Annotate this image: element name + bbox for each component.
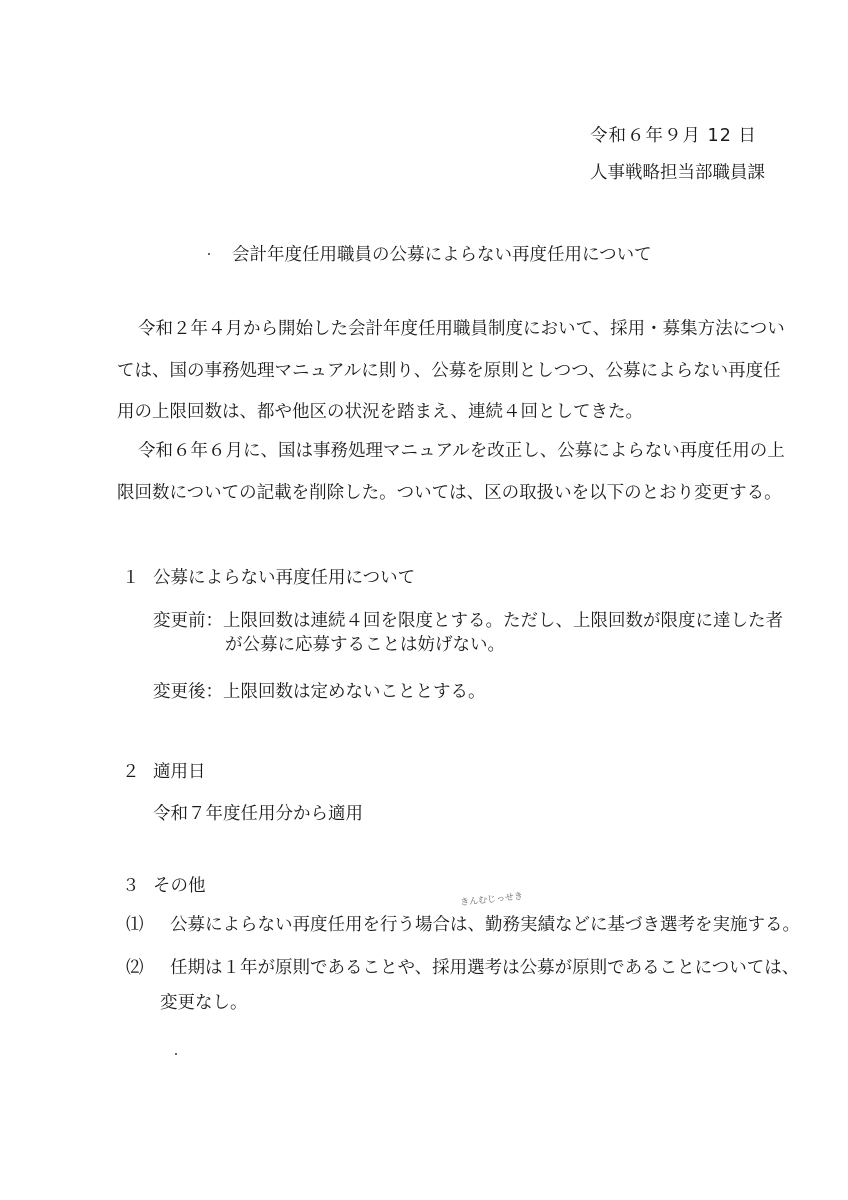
item-2-text: 任期は１年が原則であることや、採用選考は公募が原則であることについては、 xyxy=(170,958,800,978)
section-1-number: １ xyxy=(122,568,140,588)
issuing-department: 人事戦略担当部職員課 xyxy=(590,163,765,183)
item-1-text: 公募によらない再度任用を行う場合は、勤務実績などに基づき選考を実施する。 xyxy=(170,915,800,935)
section-3-heading: その他 xyxy=(153,876,206,896)
item-2-marker: ⑵ xyxy=(126,958,144,978)
change-before-line: 変更前：上限回数は連続４回を限度とする。ただし、上限回数が限度に達した者 xyxy=(153,611,783,631)
handwritten-annotation: きんむじっせき xyxy=(459,891,524,909)
intro-paragraph-line: 令和２年４月から開始した会計年度任用職員制度において、採用・募集方法につい xyxy=(138,319,785,339)
scan-speck xyxy=(208,253,210,255)
scan-speck xyxy=(175,1053,177,1055)
intro-paragraph-line: 用の上限回数は、都や他区の状況を踏まえ、連続４回としてきた。 xyxy=(117,402,644,422)
section-2-heading: 適用日 xyxy=(153,762,206,782)
document-date: 令和６年９月 12 日 xyxy=(590,126,757,146)
intro-paragraph-line: ては、国の事務処理マニュアルに則り、公募を原則としつつ、公募によらない再度任 xyxy=(117,361,781,381)
section-2-body: 令和７年度任用分から適用 xyxy=(153,804,363,824)
intro-paragraph-line: 令和６年６月に、国は事務処理マニュアルを改正し、公募によらない再度任用の上 xyxy=(138,441,785,461)
section-3-number: ３ xyxy=(122,876,140,896)
item-1-marker: ⑴ xyxy=(126,915,144,935)
section-2-number: ２ xyxy=(122,762,140,782)
document-title: 会計年度任用職員の公募によらない再度任用について xyxy=(232,245,652,265)
item-2-continuation: 変更なし。 xyxy=(160,993,248,1013)
change-after-line: 変更後：上限回数は定めないこととする。 xyxy=(153,682,486,702)
section-1-heading: 公募によらない再度任用について xyxy=(153,568,416,588)
change-before-continuation: が公募に応募することは妨げない。 xyxy=(225,635,505,655)
intro-paragraph-line: 限回数についての記載を削除した。ついては、区の取扱いを以下のとおり変更する。 xyxy=(117,483,782,503)
